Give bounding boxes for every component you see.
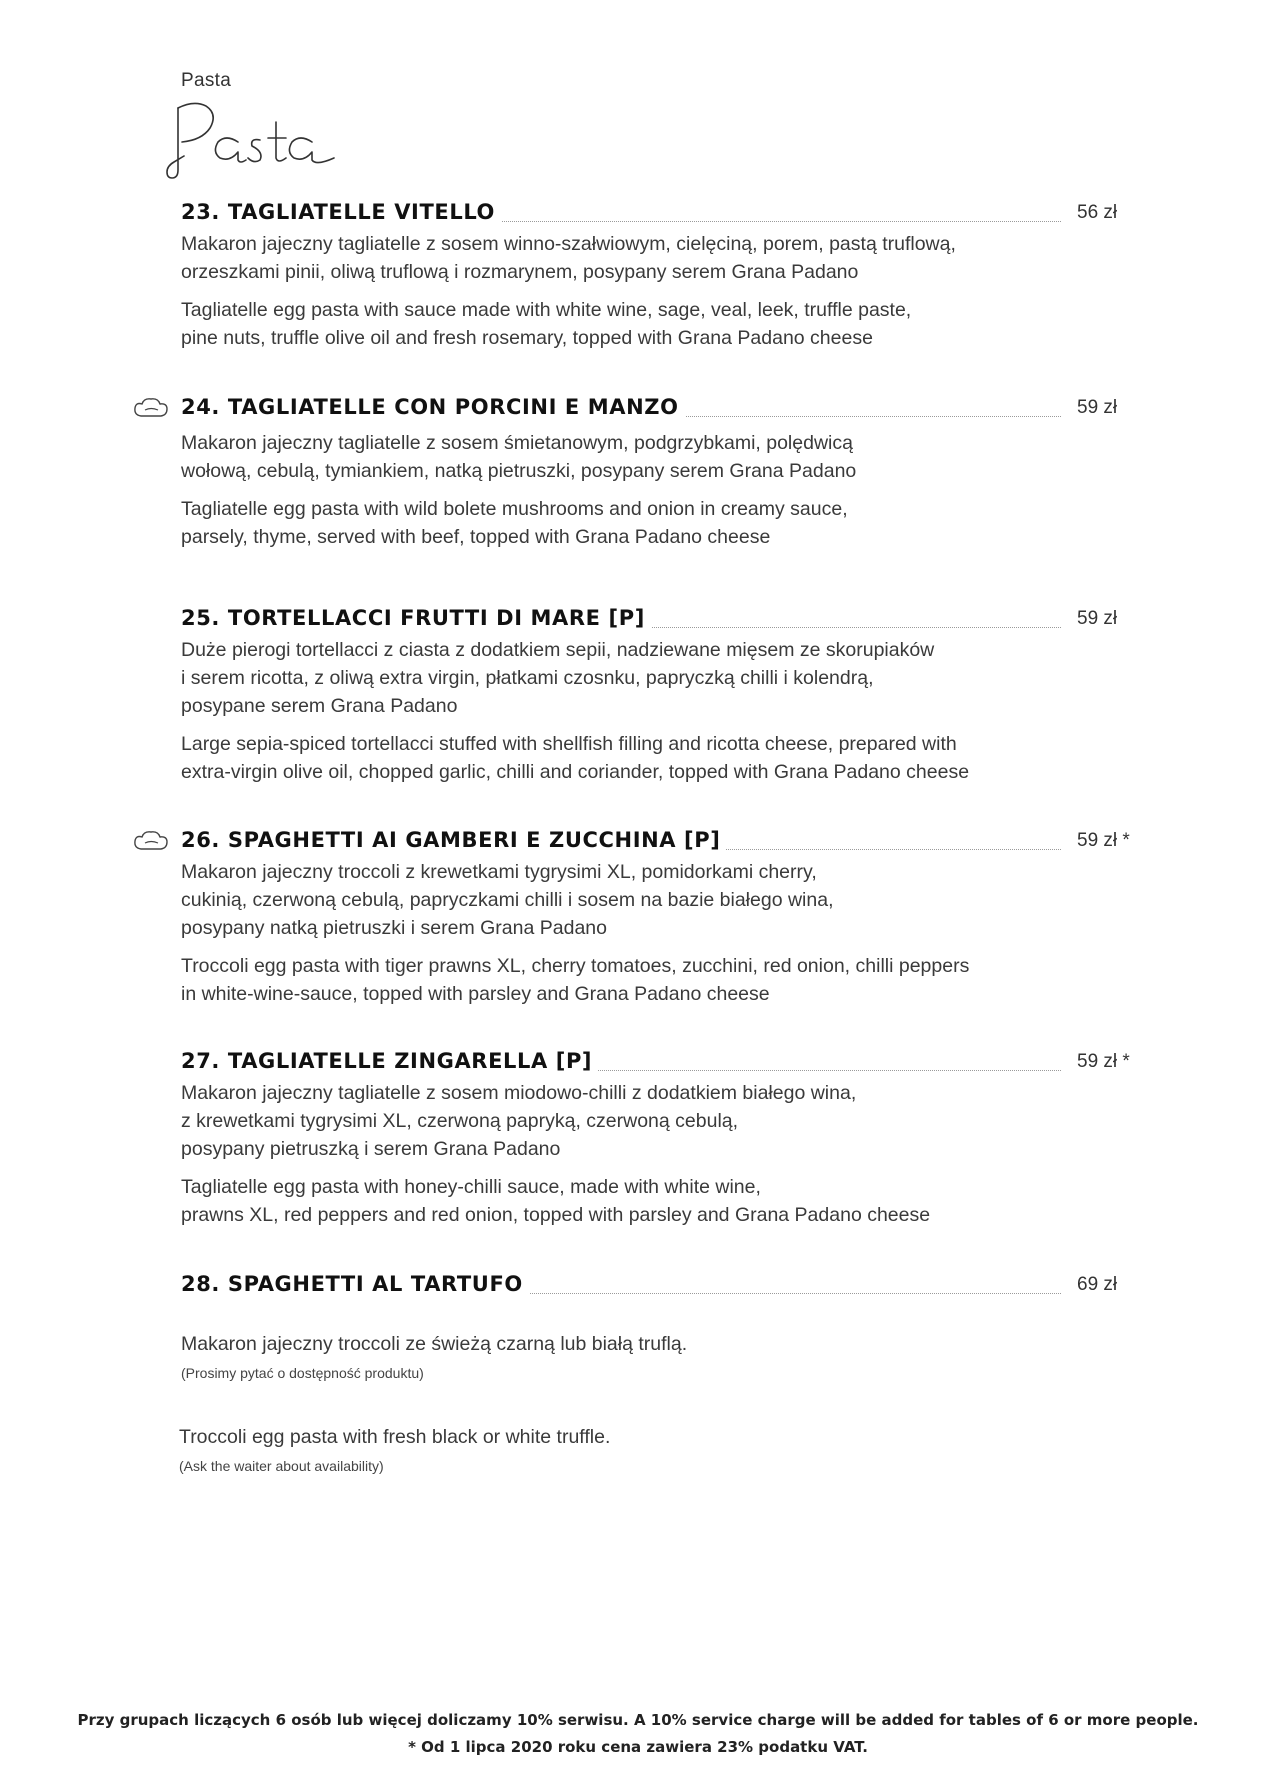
dish-name: 24. TAGLIATELLE CON PORCINI E MANZO [181,395,685,419]
chef-hat-icon [131,828,171,854]
dish-description-pl: Duże pierogi tortellacci z ciasta z dodatkiem sepii, nadziewane mięsem ze skorupiaków i serem ricotta, z oliwą extra virgin, płatkami czosnku, papryczką chilli i kolendrą, posypane serem Grana Padano [181,639,935,717]
menu-item-27 [181,1049,1151,1229]
dish-name: 25. TORTELLACCI FRUTTI DI MARE [P] [181,606,651,630]
dish-description-en: Large sepia-spiced tortellacci stuffed with shellfish filling and ricotta cheese, prepared with extra-virgin olive oil, chopped garlic, chilli and coriander, topped with Grana Padano cheese [181,733,970,783]
availability-note-en: (Ask the waiter about availability) [179,1458,384,1474]
menu-item-header [181,200,1151,230]
section-script-title [164,98,374,180]
dish-description-pl: Makaron jajeczny troccoli ze świeżą czarną lub białą truflą. [181,1333,688,1355]
dish-description-pl: Makaron jajeczny tagliatelle z sosem winno-szałwiowym, cielęciną, porem, pastą truflową, orzeszkami pinii, oliwą truflową i rozmarynem, posypany serem Grana Padano [181,233,956,283]
chef-hat-icon [131,395,171,421]
availability-note-pl: (Prosimy pytać o dostępność produktu) [181,1365,424,1381]
menu-item-24 [181,395,1151,551]
dish-price: 59 zł * [1077,830,1130,851]
dish-description-en: Tagliatelle egg pasta with sauce made with white wine, sage, veal, leek, truffle paste, pine nuts, truffle olive oil and fresh rosemary, topped with Grana Padano cheese [181,299,912,349]
menu-item-23 [181,200,1151,352]
dish-description-en-line [179,1395,1151,1480]
dish-description-en: Troccoli egg pasta with tiger prawns XL, cherry tomatoes, zucchini, red onion, chilli peppers in white-wine-sauce, topped with parsley and Grana Padano cheese [181,955,970,1005]
dish-price: 69 zł [1077,1274,1118,1295]
dish-name: 26. SPAGHETTI AI GAMBERI E ZUCCHINA [P] [181,828,726,852]
dish-price: 59 zł [1077,397,1118,418]
menu-item-header [181,1272,1151,1302]
dish-name: 28. SPAGHETTI AL TARTUFO [181,1272,529,1296]
dish-description-pl: Makaron jajeczny tagliatelle z sosem śmietanowym, podgrzybkami, polędwicą wołową, cebulą, tymiankiem, natką pietruszki, posypany serem Grana Padano [181,432,857,482]
menu-item-header [181,395,1151,425]
menu-item-header [181,606,1151,636]
section-label: Pasta [181,70,232,91]
dish-description-pl-line [181,1302,1151,1387]
dish-description-en: Tagliatelle egg pasta with wild bolete mushrooms and onion in creamy sauce, parsely, thyme, served with beef, topped with Grana Padano cheese [181,498,848,548]
menu-item-26 [181,828,1151,1008]
menu-item-25 [181,606,1151,786]
service-charge-note: Przy grupach liczących 6 osób lub więcej doliczamy 10% serwisu. A 10% service charge will be added for tables of 6 or more people. [77,1711,1199,1729]
dish-name: 27. TAGLIATELLE ZINGARELLA [P] [181,1049,598,1073]
dish-description-pl: Makaron jajeczny troccoli z krewetkami tygrysimi XL, pomidorkami cherry, cukinią, czerwoną cebulą, papryczkami chilli i sosem na bazie białego wina, posypany natką pietruszki i serem Grana Padano [181,861,834,939]
dish-price: 59 zł * [1077,1051,1130,1072]
vat-note: * Od 1 lipca 2020 roku cena zawiera 23% podatku VAT. [408,1738,868,1756]
menu-item-28 [181,1272,1151,1480]
dish-description-en: Troccoli egg pasta with fresh black or white truffle. [179,1426,611,1448]
menu-item-header [181,828,1151,858]
dish-description-en: Tagliatelle egg pasta with honey-chilli sauce, made with white wine, prawns XL, red peppers and red onion, topped with parsley and Grana Padano cheese [181,1176,931,1226]
menu-item-header [181,1049,1151,1079]
dish-price: 56 zł [1077,202,1118,223]
script-title-lettering [164,98,374,180]
dish-price: 59 zł [1077,608,1118,629]
dish-description-pl: Makaron jajeczny tagliatelle z sosem miodowo-chilli z dodatkiem białego wina, z krewetkami tygrysimi XL, czerwoną papryką, czerwoną cebulą, posypany pietruszką i serem Grana Padano [181,1082,857,1160]
dish-name: 23. TAGLIATELLE VITELLO [181,200,501,224]
